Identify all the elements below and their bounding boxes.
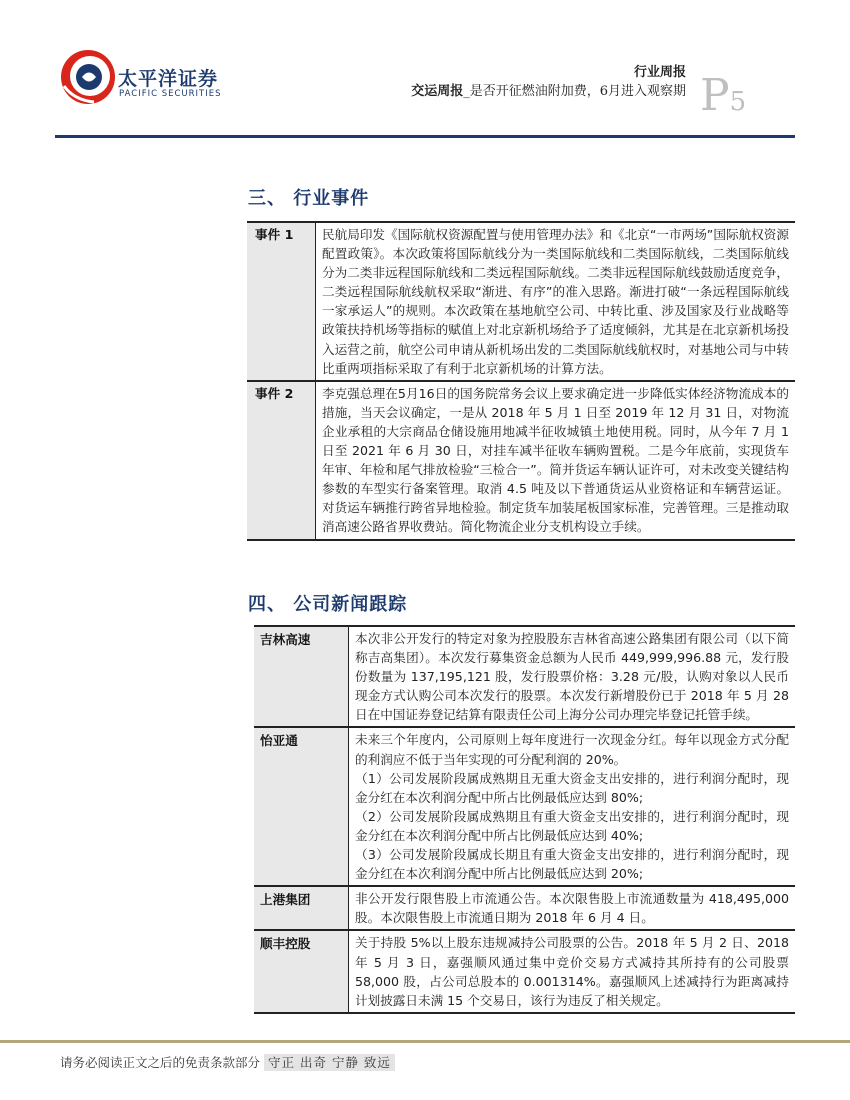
footer-rule — [0, 1040, 850, 1043]
table-row — [247, 222, 795, 381]
news-paragraph: 关于持股 5%以上股东违规减持公司股票的公告。2018 年 5 月 2 日、2018 年 5 月 3 日，嘉强顺风通过集中竞价交易方式减持其所持有的公司股票 58,000 股，占公司总股本的 0.001314%。嘉强顺风上述减持行为距离减持计划披露日未满 15 个交易日，该行为违反了相关规定。 — [355, 935, 789, 1008]
event-text: 李克强总理在5月16日的国务院常务会议上要求确定进一步降低实体经济物流成本的措施，当天会议确定，一是从 2018 年 5 月 1 日至 2019 年 12 月 31 日，对物流企业承租的大宗商品仓储设施用地减半征收城镇土地使用税。同时，从今年 7 月 1 日至 2021 年 6 月 30 日，对挂车减半征收车辆购置税。二是今年底前，实现货车年审、年检和尾气排放检验“三检合一”。简并货运车辆认证许可，对未改变关键结构参数的车型实行备案管理。取消 4.5 吨及以下普通货运从业资格证和车辆营运证。对货运车辆推行跨省异地检验。制定货车加装尾板国家标准，完善管理。三是推动取消高速公路省界收费站。简化物流企业分支机构设立手续。 — [316, 381, 796, 540]
header-rule — [55, 135, 795, 138]
news-paragraph: 未来三个年度内，公司原则上每年度进行一次现金分红。每年以现金方式分配的利润应不低于当年实现的可分配利润的 20%。 — [355, 732, 789, 767]
disclaimer-text: 请务必阅读正文之后的免责条款部分 — [60, 1055, 261, 1070]
section-title-industry-events: 三、 行业事件 — [248, 188, 370, 209]
company-news-text — [349, 727, 796, 886]
table-row — [254, 727, 795, 886]
company-news-table — [254, 625, 795, 1014]
brand-name-cn: 太平洋证券 — [118, 68, 219, 90]
section-title-company-news: 四、 公司新闻跟踪 — [248, 594, 408, 615]
page-header — [0, 0, 850, 140]
report-title — [411, 80, 686, 99]
event-label: 事件 1 — [247, 222, 316, 381]
table-row — [254, 930, 795, 1012]
page-letter: P — [700, 70, 730, 121]
page-footer — [60, 1053, 395, 1071]
report-title-rest: _是否开征燃油附加费，6月进入观察期 — [463, 84, 686, 99]
brand-name-en: PACIFIC SECURITIES — [119, 89, 222, 99]
news-paragraph: （3）公司发展阶段属成长期且有重大资金支出安排的，进行利润分配时，现金分红在本次利润分配中所占比例最低应达到 20%; — [355, 847, 789, 882]
news-paragraph: 非公开发行限售股上市流通公告。本次限售股上市流通数量为 418,495,000 股。本次限售股上市流通日期为 2018 年 6 月 4 日。 — [355, 891, 789, 926]
company-news-text — [349, 930, 796, 1012]
table-row — [247, 381, 795, 540]
company-news-text — [349, 626, 796, 727]
company-motto: 守正 出奇 宁静 致远 — [264, 1054, 395, 1071]
pacific-securities-logo-icon — [58, 46, 118, 106]
page-number-value: 5 — [729, 87, 747, 117]
page-number — [700, 70, 746, 121]
event-text: 民航局印发《国际航权资源配置与使用管理办法》和《北京“一市两场”国际航权资源配置政策》。本次政策将国际航线分为一类国际航线和二类国际航线，二类国际航线分为二类非远程国际航线和二类远程国际航线。二类非远程国际航线鼓励适度竞争，二类远程国际航线航权采取“渐进、有序”的准入思路。渐进打破“一条远程国际航线一家承运人”的规则。本次政策在基地航空公司、中转比重、涉及国家及行业战略等政策扶持机场等指标的赋值上对北京新机场给予了适度倾斜，尤其是在北京新机场投入运营之前，航空公司申请从新机场出发的二类国际航线航权时，对基地公司与中转比重两项指标采取了有利于北京新机场的计算方法。 — [316, 222, 796, 381]
news-paragraph: （1）公司发展阶段属成熟期且无重大资金支出安排的，进行利润分配时，现金分红在本次利润分配中所占比例最低应达到 80%; — [355, 770, 789, 805]
event-label: 事件 2 — [247, 381, 316, 540]
company-news-text — [349, 886, 796, 930]
company-label: 顺丰控股 — [254, 930, 349, 1012]
company-label: 吉林高速 — [254, 626, 349, 727]
report-title-bold: 交运周报 — [411, 84, 464, 99]
table-row — [254, 886, 795, 930]
company-label: 上港集团 — [254, 886, 349, 930]
news-paragraph: 本次非公开发行的特定对象为控股股东吉林省高速公路集团有限公司（以下简称吉高集团）。本次发行募集资金总额为人民币 449,999,996.88 元，发行股份数量为 137,195,121 股，发行股票价格：3.28 元/股，认购对象以人民币现金方式认购公司本次发行的股票。本次发行新增股份已于 2018 年 5 月 28 日在中国证券登记结算有限责任公司上海分公司办理完毕登记托管手续。 — [355, 631, 789, 723]
table-row — [254, 626, 795, 727]
company-label: 怡亚通 — [254, 727, 349, 886]
report-category: 行业周报 — [633, 65, 686, 80]
industry-events-table — [247, 221, 795, 541]
news-paragraph: （2）公司发展阶段属成熟期且有重大资金支出安排的，进行利润分配时，现金分红在本次利润分配中所占比例最低应达到 40%; — [355, 808, 789, 843]
